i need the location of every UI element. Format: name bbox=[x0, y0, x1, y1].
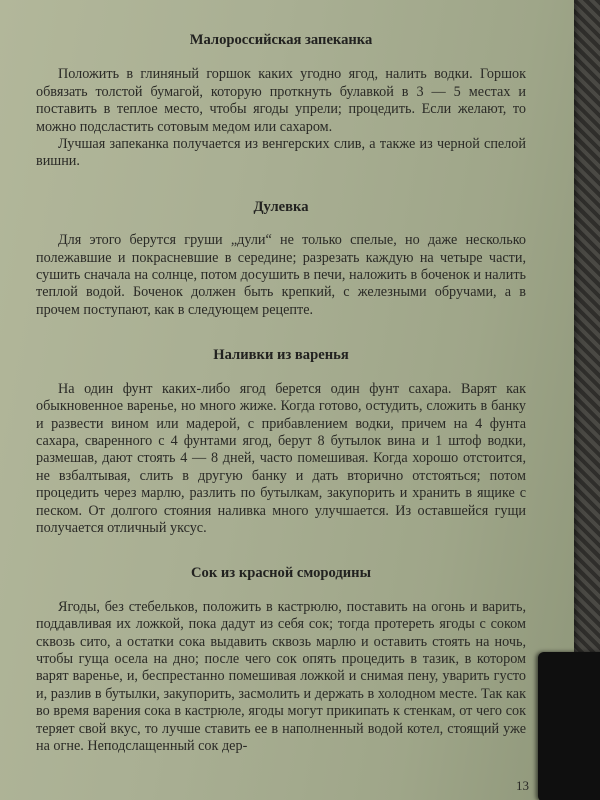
binder-clip bbox=[538, 652, 600, 800]
paragraph: Для этого берутся груши „дули“ не только спелые, но даже несколько полежавшие и покрасневшие в середине; разрезать каждую на четыре части, сушить сначала на солнце, потом досушить в печи, наложить в боченок и налить теплой водой. Боченок должен быть крепкий, с железными обручами, а в прочем поступают, как в следующем рецепте. bbox=[36, 232, 526, 318]
section-title-zapekanka: Малороссийская запеканка bbox=[189, 32, 373, 48]
page-content bbox=[36, 22, 526, 755]
paragraph: Положить в глиняный горшок каких угодно ягод, налить водки. Горшок обвязать толстой бумагой, которую проткнуть булавкой в 3 — 5 местах и поставить в теплое место, чтобы ягоды упрели; процедить. Если желают, то можно подсластить сотовым медом или сахаром. bbox=[36, 66, 526, 135]
section-title-nalivki: Наливки из варенья bbox=[213, 347, 349, 364]
page-number: 13 bbox=[516, 778, 529, 793]
paragraph: Лучшая запеканка получается из венгерских слив, а также из черной спелой вишни. bbox=[36, 136, 526, 170]
paragraph: Ягоды, без стебельков, положить в кастрюлю, поставить на огонь и варить, поддавливая их ложкой, пока дадут из себя сок; тогда протереть ягоды с соком сквозь сито, а остатки сока выдавить сквозь марлю и оставить стоять на ночь, чтобы гуща осела на дно; после чего сок опять процедить в тазик, в котором варят варенье, и, беспрестанно помешивая ложкой и снимая пену, уварить густо и, разлив в бутылки, закупорить, засмолить и держать в холодном месте. Так как во время варения сока в кастрюле, ягоды могут прикипать к стенкам, от чего сок теряет свой вкус, то лучше ставить ее в наполненный водой котел, стоящий уже на огне. Неподслащенный сок дер- bbox=[36, 598, 526, 754]
section-title-dulevka: Дулевка bbox=[253, 198, 309, 215]
paragraph: На один фунт каких-либо ягод берется один фунт сахара. Варят как обыкновенное варенье, но много жиже. Когда готово, остудить, сложить в банку и развести вином или мадерой, с прибавлением водки, причем на 4 фунта сахара, сваренного с 4 фунтами ягод, берут 8 бутылок вина и 1 штоф водки, размешав, дают стоять 4 — 8 дней, часто помешивая. Когда хорошо отстоится, не взбалтывая, слить в другую банку и дать вторично отстояться; потом процедить через марлю, разлить по бутылкам, закупорить и хранить в ящике с песком. От долгого стояния наливка много улучшается. Из оставшейся гущи получается отличный уксус. bbox=[36, 380, 526, 536]
section-title-sok: Сок из красной смородины bbox=[191, 565, 371, 582]
